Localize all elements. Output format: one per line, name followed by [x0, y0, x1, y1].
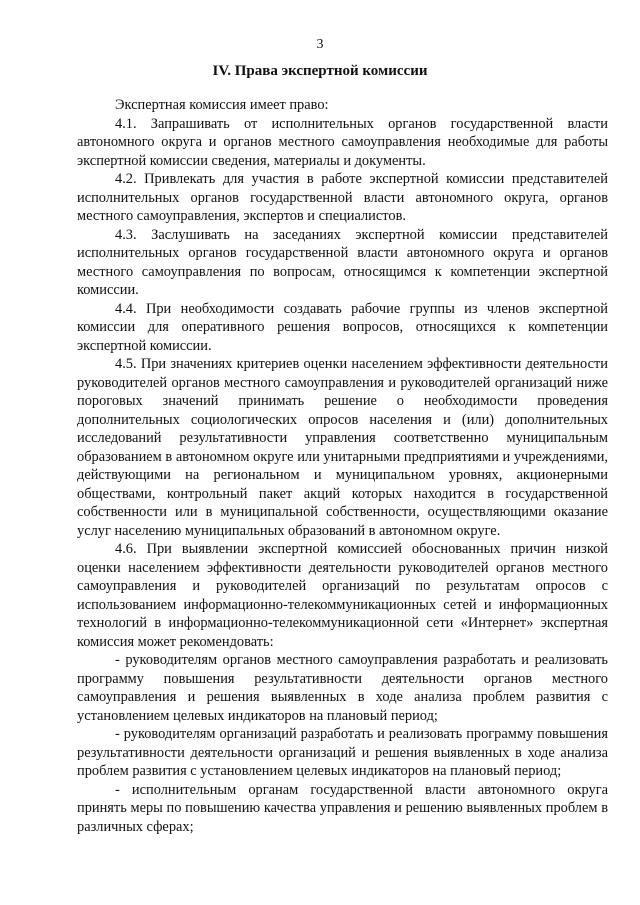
recommendation-item: - исполнительным органам государственной власти автономного округа принять меры по повышению качества управления и решению выявленных проблем в различных сферах;	[77, 781, 608, 835]
paragraph-4-3: 4.3. Заслушивать на заседаниях экспертной комиссии представителей исполнительных органов государственной власти автономного округа и органов местного самоуправления по вопросам, относящимся к компетенции экспертной комиссии.	[77, 226, 608, 298]
intro-paragraph: Экспертная комиссия имеет право:	[115, 97, 329, 113]
paragraph-4-6: 4.6. При выявлении экспертной комиссией обоснованных причин низкой оценки населением эффективности деятельности руководителей органов местного самоуправления и руководителей организаций по результатам опросов с использованием информационно-телекоммуникационных сетей и информационных технологий в информационно-телекоммуникационной сети «Интернет» экспертная комиссия может рекомендовать:	[77, 541, 608, 650]
recommendation-item: - руководителям организаций разработать и реализовать программу повышения результативности деятельности организаций и решения выявленных в ходе анализа проблем развития с установлением целевых индикаторов на плановый период;	[77, 726, 608, 779]
paragraph-4-1: 4.1. Запрашивать от исполнительных органов государственной власти автономного округа и органов местного самоуправления необходимые для работы экспертной комиссии сведения, материалы и документы.	[77, 115, 608, 169]
paragraph-4-5: 4.5. При значениях критериев оценки населением эффективности деятельности руководителей органов местного самоуправления и руководителей организаций ниже пороговых значений принимать решение о необходимости проведения дополнительных социологических опросов населения и (или) дополнительных исследований результативности управления соответственно муниципальным образованием в автономном округе или унитарными предприятиями и учреждениями, действующими на региональном и муниципальном уровнях, акционерными обществами, контрольный пакет акций которых находится в государственной собственности или в муниципальной собственности, осуществляющими оказание услуг населению муниципальных образований в автономном округе.	[77, 356, 608, 539]
paragraph-4-2: 4.2. Привлекать для участия в работе экспертной комиссии представителей исполнительных органов государственной власти автономного округа, органов местного самоуправления, экспертов и специалистов.	[77, 171, 608, 224]
paragraph-4-4: 4.4. При необходимости создавать рабочие группы из членов экспертной комиссии для оперативного решения вопросов, относящихся к компетенции экспертной комиссии.	[77, 300, 608, 354]
recommendation-item: - руководителям органов местного самоуправления разработать и реализовать программу повышения результативности деятельности органов местного самоуправления и решения выявленных в ходе анализа проблем развития с установлением целевых индикаторов на плановый период;	[77, 652, 608, 724]
page-number: 3	[316, 37, 324, 52]
section-title: IV. Права экспертной комиссии	[212, 63, 428, 79]
document-body	[77, 96, 608, 836]
